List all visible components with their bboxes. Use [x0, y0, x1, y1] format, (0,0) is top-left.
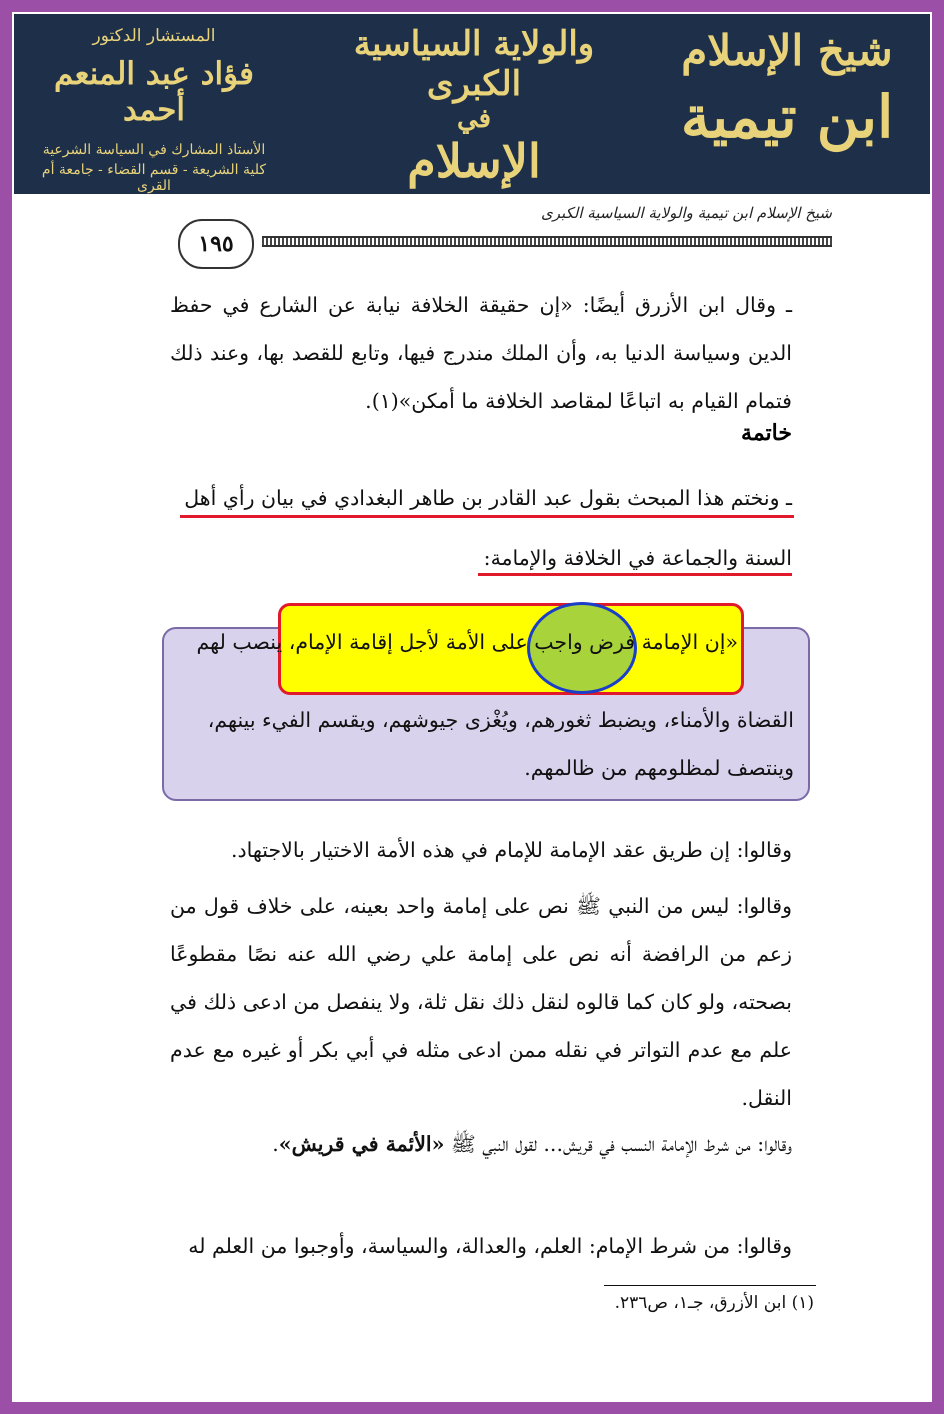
banner-author-panel: [28, 22, 280, 194]
paragraph: [170, 1120, 792, 1168]
author-name: فؤاد عبد المنعم أحمد: [54, 56, 254, 128]
author-title: المستشار الدكتور: [92, 26, 216, 46]
book-subject-line1: شيخ الإسلام: [681, 26, 893, 75]
book-title-line2: في: [456, 104, 492, 134]
book-subject-line2: ابن تيمية: [680, 83, 894, 151]
quote-line: «إن الإمامة فرض واجب على الأمة لأجل إقامة الإمام، ينصب لهم: [196, 630, 738, 654]
paragraph: وقالوا: من شرط الإمام: العلم، والعدالة، والسياسة، وأوجبوا من العلم له: [188, 1234, 792, 1258]
section-heading: خاتمة: [741, 420, 792, 446]
book-title-line1: والولاية السياسية الكبرى: [353, 24, 595, 104]
paragraph-conclusion-line1: ـ ونختم هذا المبحث بقول عبد القادر بن طاهر البغدادي في بيان رأي أهل: [184, 486, 792, 510]
footnote-rule: [604, 1285, 816, 1286]
hadith-quote: «الأئمة في قريش»: [278, 1132, 445, 1156]
paragraph-text: .: [272, 1132, 279, 1156]
red-underline: [478, 573, 792, 576]
author-position: الأستاذ المشارك في السياسة الشرعية: [42, 142, 266, 158]
book-cover-banner: [14, 14, 930, 194]
paragraph: وقالوا: إن طريق عقد الإمامة للإمام في هذه الأمة الاختيار بالاجتهاد.: [230, 838, 792, 862]
footnote: (١) ابن الأزرق، جـ١، ص٢٣٦.: [614, 1293, 814, 1313]
paragraph-conclusion-line2: السنة والجماعة في الخلافة والإمامة:: [483, 546, 792, 570]
banner-title-panel: [304, 22, 644, 186]
quote-line: القضاة والأمناء، ويضبط ثغورهم، ويُغْزى جيوشهم، ويقسم الفيء بينهم،: [207, 708, 794, 732]
paragraph-text: وقالوا: من شرط الإمامة النسب في قريش... لقول النبي ﷺ: [444, 1132, 792, 1156]
paragraph-ibn-azraq: ـ وقال ابن الأزرق أيضًا: «إن حقيقة الخلافة نيابة عن الشارع في حفظ الدين وسياسة الدنيا به، وأن الملك مندرج فيها، وتابع للقصد بها، وعند ذلك فتمام القيام به اتباعًا لمقاصد الخلافة ما أمكن»(١).: [170, 293, 792, 413]
author-affiliation: كلية الشريعة - قسم القضاء - جامعة أم القرى: [41, 162, 267, 194]
paragraph: وقالوا: ليس من النبي ﷺ نص على إمامة واحد بعينه، على خلاف قول من زعم من الرافضة أنه نص على إمامة علي رضي الله عنه نصًا مقطوعًا بصحته، ولو كان كما قالوه لنقل ذلك نقل ثلة، ولا ينفصل من ادعى ذلك في علم مع عدم التواتر في نقله ممن ادعى مثله في أبي بكر أو غيره مع عدم النقل.: [170, 894, 792, 1110]
book-title-line3: الإسلام: [407, 134, 541, 188]
quote-line: وينتصف لمظلومهم من ظالمهم.: [524, 756, 794, 780]
header-rule: [262, 236, 832, 247]
page-number: ١٩٥: [178, 219, 254, 269]
red-underline: [180, 515, 794, 518]
banner-subject-panel: [654, 22, 920, 186]
running-header: شيخ الإسلام ابن تيمية والولاية السياسية الكبرى: [540, 204, 832, 222]
